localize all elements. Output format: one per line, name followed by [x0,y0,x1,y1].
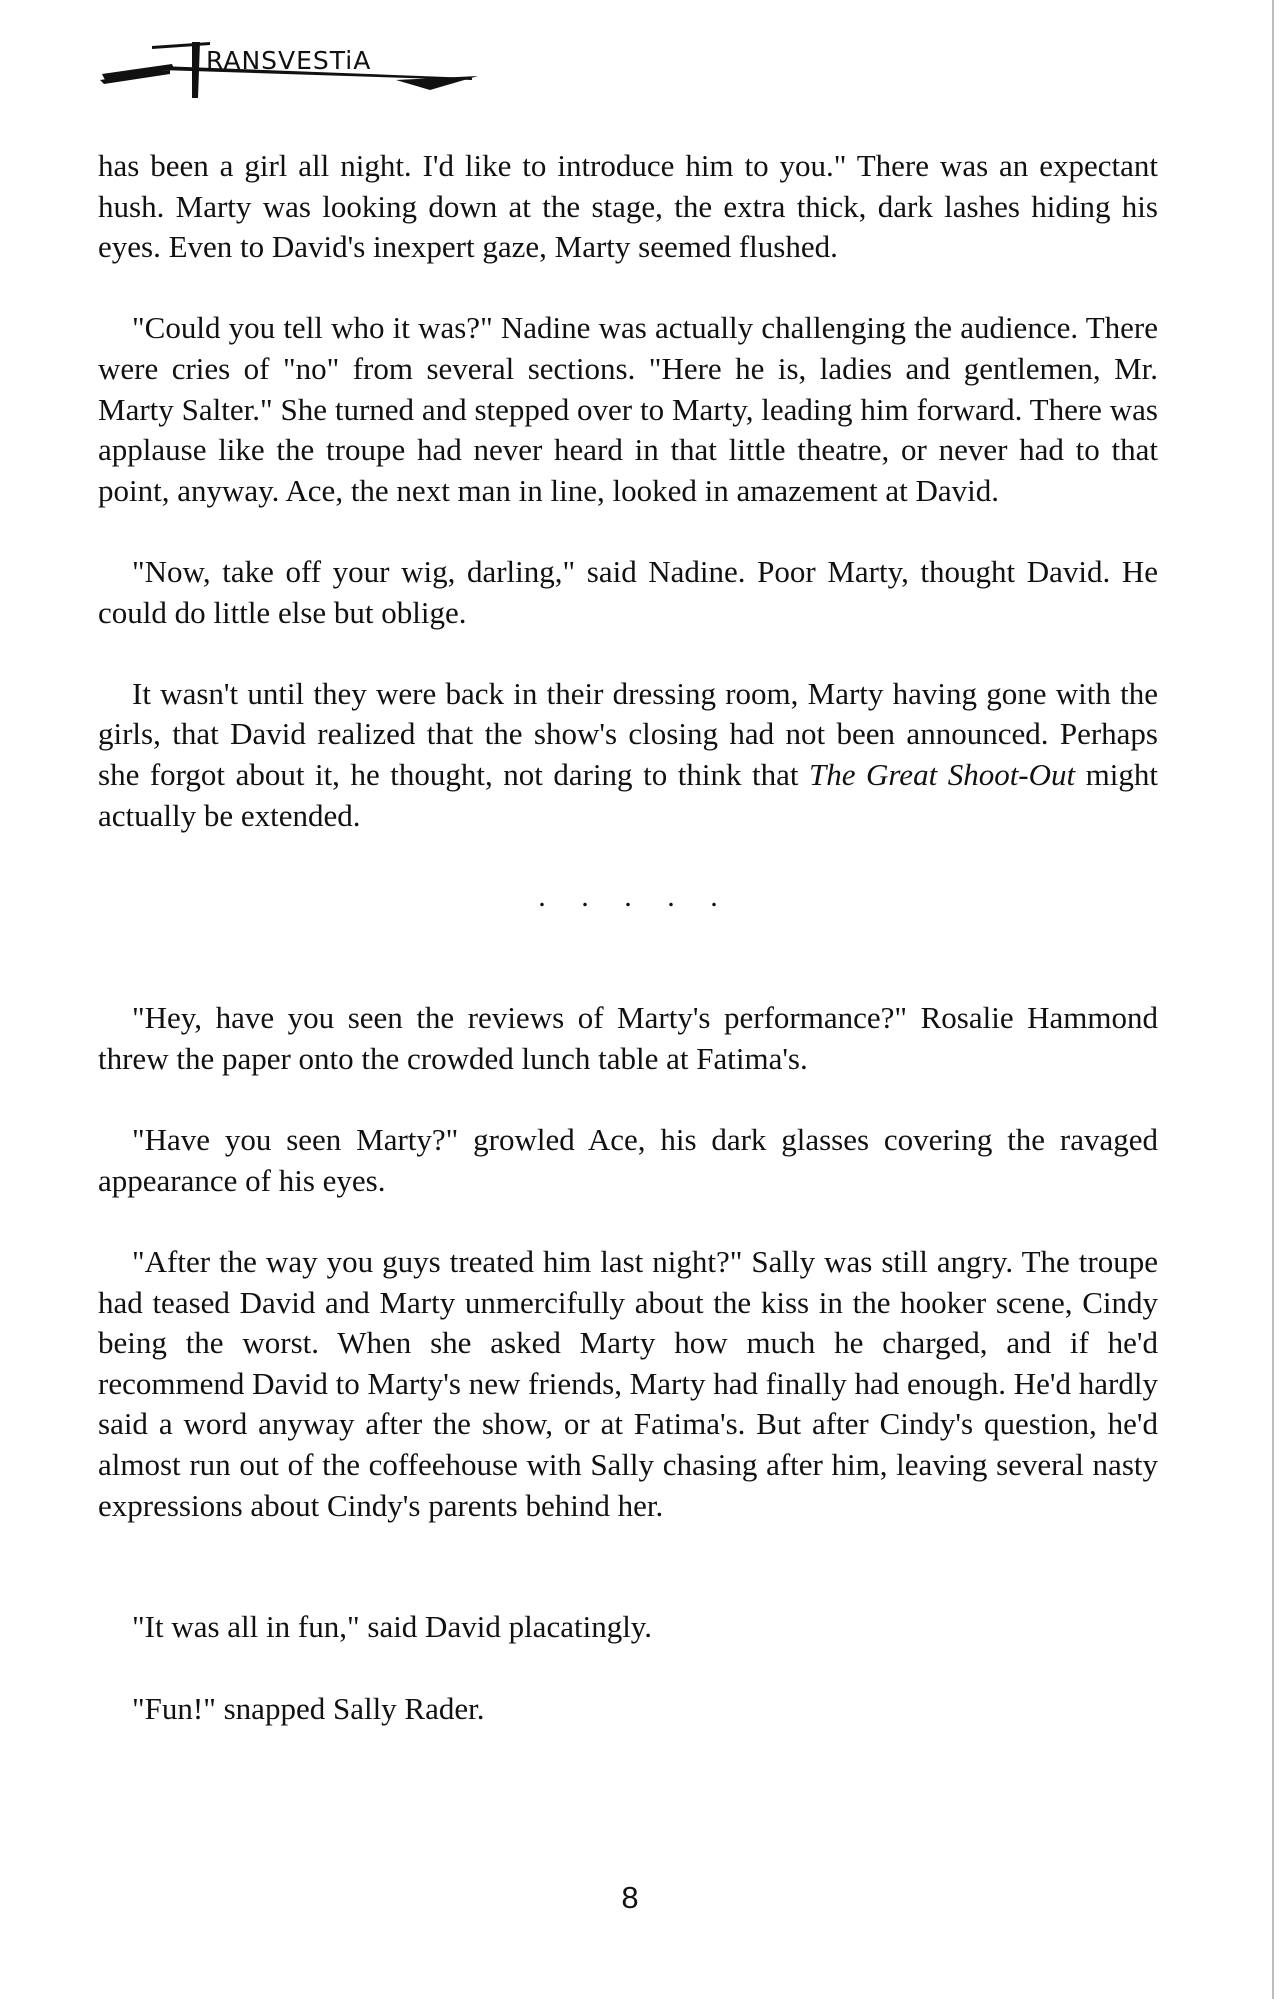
paragraph-7: "After the way you guys treated him last night?" Sally was still angry. The troupe had teased David and Marty unmercifully about the kiss in the hooker scene, Cindy being the worst. When she asked Marty how much he charged, and if he'd recommend David to Marty's new friends, Marty had finally had enough. He'd hardly said a word anyway after the show, or at Fatima's. But after Cindy's question, he'd almost run out of the coffeehouse with Sally chasing after him, leaving several nasty expressions about Cindy's parents behind her. [98,1244,1158,1523]
paragraph-4-text-b: might actually be extended. [98,756,1159,833]
paragraph-2: "Could you tell who it was?" Nadine was actually challenging the audience. There were cries of "no" from several sections. "Here he is, ladies and gentlemen, Mr. Marty Salter." She turned and stepped over to Marty, leading him forward. There was applause like the troupe had never heard in that little theatre, or never had to that point, anyway. Ace, the next man in line, looked in amazement at David. [98,310,1158,508]
paragraph-3: "Now, take off your wig, darling," said Nadine. Poor Marty, thought David. He could do little else but oblige. [98,553,1158,630]
play-title: The Great Shoot-Out [808,756,1076,792]
paragraph-6: "Have you seen Marty?" growled Ace, his dark glasses covering the ravaged appearance of his eyes. [98,1122,1158,1198]
paragraph-1: has been a girl all night. I'd like to introduce him to you." There was an expectant hush. Marty was looking down at the stage, the extra thick, dark lashes hiding his eyes. Even to David's inexpert gaze, Marty seemed flushed. [98,148,1158,265]
masthead-logo [100,36,480,106]
story-text [98,146,1158,1770]
extra-spacing [98,1567,1158,1608]
paragraph-8: "It was all in fun," said David placatingly. [132,1609,653,1645]
section-separator: . . . . . [538,879,732,913]
page-number: 8 [621,1880,639,1915]
paragraph-4-text-a: It wasn't until they were back in their dressing room, Marty having gone with the girls, that David realized that the show's closing had not been announced. Perhaps she forgot about it, he thought, not daring to think that [98,675,1158,792]
paragraph-4 [98,674,1158,836]
separator-spacing [98,958,1158,999]
paragraph-9: "Fun!" snapped Sally Rader. [132,1690,485,1726]
paragraph-5: "Hey, have you seen the reviews of Marty's performance?" Rosalie Hammond threw the paper onto the crowded lunch table at Fatima's. [98,1000,1158,1077]
page-edge-rule [1272,0,1274,1999]
masthead-title: RANSVESTiA [206,46,372,75]
